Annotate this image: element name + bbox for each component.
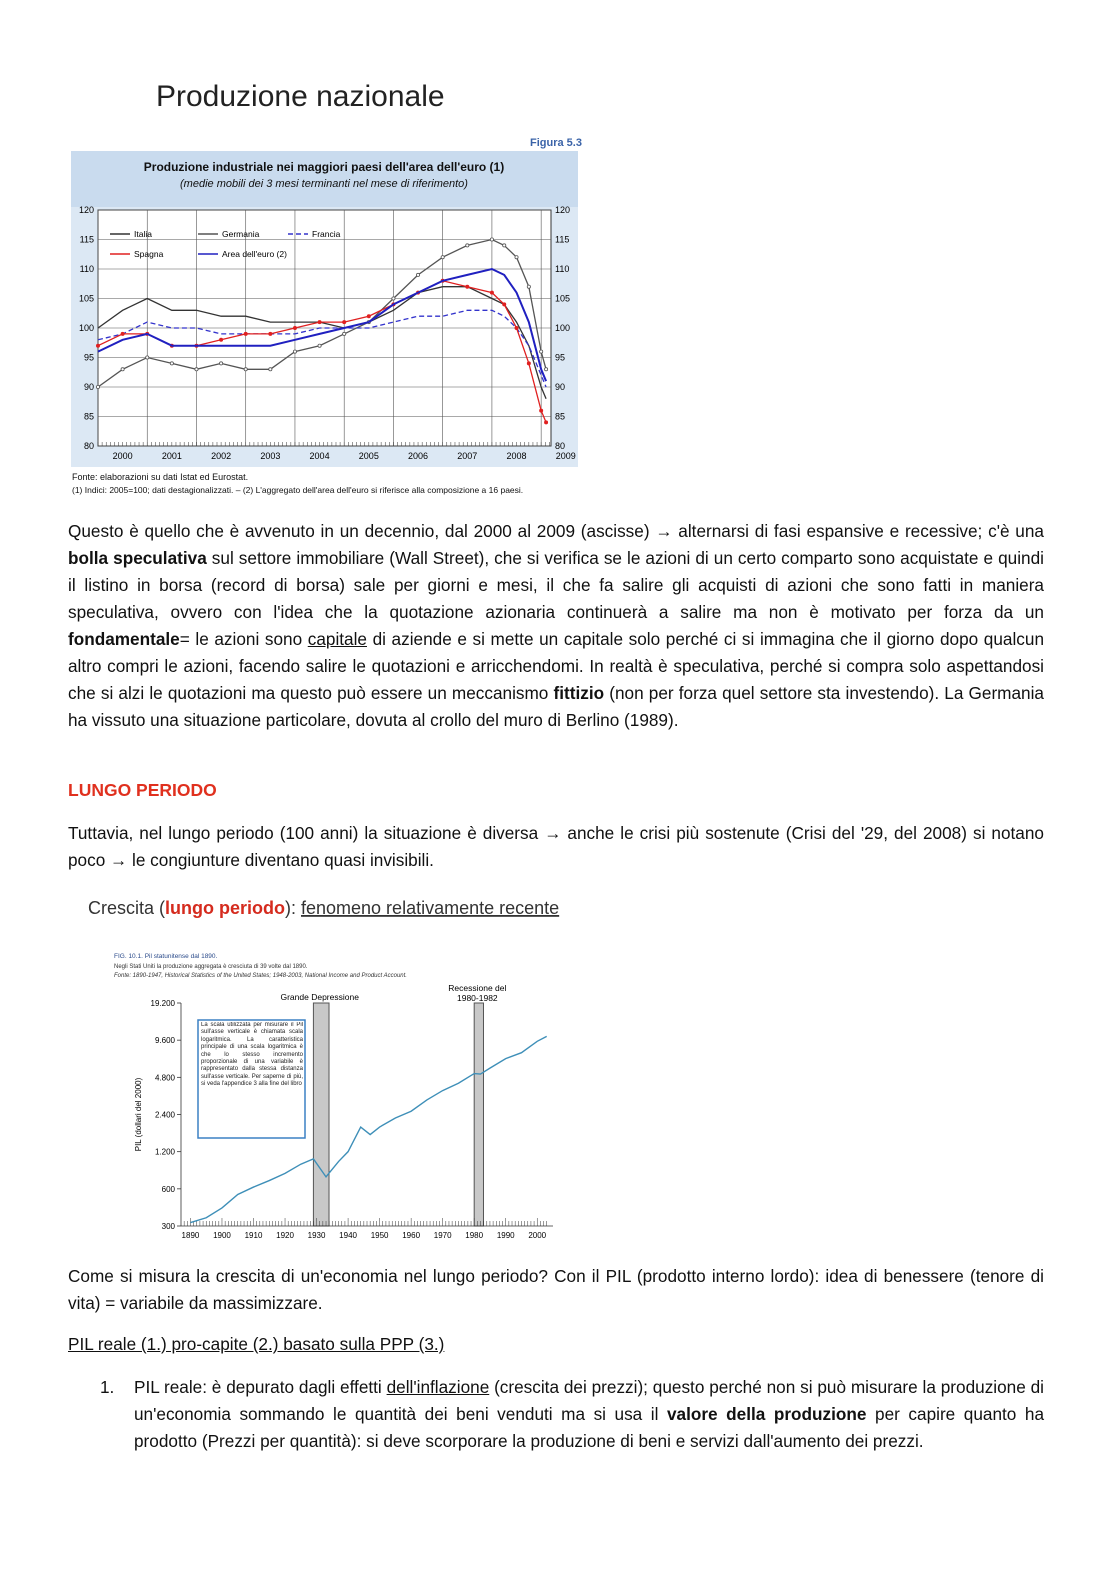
y-tick-label-left: 95 [83, 352, 94, 363]
y-axis-label: PIL (dollari del 2000) [134, 1077, 143, 1152]
legend-entry: Spagna [134, 249, 164, 259]
y-tick-label-right: 115 [555, 234, 570, 245]
x-tick-label: 2000 [112, 451, 133, 461]
x-tick-label: 1950 [370, 1231, 389, 1240]
underlined-term-capitale: capitale [307, 629, 367, 649]
y-tick-label: 2.400 [154, 1110, 175, 1120]
series-point-germania [490, 238, 493, 241]
series-point-germania [318, 344, 321, 347]
series-point-germania [343, 332, 346, 335]
paragraph-pil: Come si misura la crescita di un'economia nel lungo periodo? Con il PIL (prodotto interno lordo): idea di benessere (tenore di vita) = variabile da massimizzare. [68, 1266, 1044, 1313]
series-point-spagna [244, 332, 247, 335]
series-point-spagna [466, 285, 469, 288]
x-tick-label: 2004 [309, 451, 330, 461]
series-point-spagna [318, 321, 321, 324]
x-tick-label: 2001 [161, 451, 182, 461]
series-point-germania [441, 256, 444, 259]
list-number: 1. [100, 1377, 115, 1397]
paragraph-lungo-periodo: Tuttavia, nel lungo periodo (100 anni) la situazione è diversa → anche le crisi più sostenute (Crisi del '29, del 2008) si notano poco → le congiunture diventano quasi invisibili. [68, 823, 1044, 870]
y-tick-label: 9.600 [154, 1036, 175, 1046]
chart-title: Produzione industriale nei maggiori paesi dell'area dell'euro (1) [143, 160, 505, 174]
x-tick-label: 2008 [506, 451, 527, 461]
legend-entry: Area dell'euro (2) [222, 249, 287, 259]
y-tick-label-right: 95 [555, 352, 566, 363]
list-item-text [134, 1374, 1044, 1455]
x-tick-label: 1890 [181, 1231, 200, 1240]
y-tick-label: 4.800 [154, 1073, 175, 1083]
x-tick-label: 2000 [528, 1231, 547, 1240]
y-tick-label-right: 105 [555, 293, 571, 304]
series-point-germania [96, 385, 99, 388]
chart-footnote: (1) Indici: 2005=100; dati destagionalizzati. – (2) L'aggregato dell'area dell'euro si riferisce alla composizione a 16 paesi. [72, 485, 524, 495]
fig-sub1: Negli Stati Uniti la produzione aggregata è cresciuta di 39 volte dal 1890. [114, 964, 308, 970]
y-tick-label-right: 110 [555, 264, 570, 274]
annotation-grande-depressione: Grande Depressione [280, 992, 359, 1002]
y-tick-label-left: 105 [78, 293, 94, 304]
series-point-spagna [540, 409, 543, 412]
fig-caption: FIG. 10.1. Pil statunitense dal 1890. [114, 953, 218, 960]
y-tick-label: 19.200 [150, 999, 175, 1008]
series-point-spagna [503, 303, 506, 306]
subheading-pil-reale: PIL reale (1.) pro-capite (2.) basato sulla PPP (3.) [68, 1334, 445, 1354]
x-tick-label: 1900 [213, 1231, 231, 1240]
bold-term-fittizio: fittizio [553, 683, 605, 703]
series-point-germania [416, 273, 419, 276]
text-run: di aziende e si mette un capitale solo perché ci si immagina che il giorno dopo qualcun altro compri le azioni, facendo salire le quotazioni e arricchendomi. In realtà è speculativa, perché si compra solo aspettandosi che si alzi le quotazioni ma questo può essere un meccanismo [68, 629, 1044, 703]
series-point-germania [269, 368, 272, 371]
bold-term-valore: valore della produzione [666, 1404, 867, 1424]
series-point-spagna [96, 344, 99, 347]
legend-entry: Italia [134, 229, 152, 239]
section-heading: LUNGO PERIODO [68, 780, 217, 800]
y-tick-label-left: 85 [83, 411, 94, 422]
x-tick-label: 1940 [339, 1231, 357, 1240]
series-point-germania [527, 285, 530, 288]
y-tick-label-left: 80 [83, 441, 94, 451]
bold-term-bolla: bolla speculativa [68, 548, 207, 568]
series-point-spagna [367, 315, 370, 318]
series-point-germania [195, 368, 198, 371]
y-tick-label-right: 80 [555, 441, 566, 451]
paragraph-bolla-speculativa [68, 518, 1044, 734]
x-tick-label: 2009 [555, 451, 576, 461]
y-tick-label: 1.200 [154, 1147, 175, 1157]
y-tick-label-right: 90 [555, 382, 566, 392]
legend-entry: Germania [222, 229, 260, 239]
x-tick-label: 1990 [496, 1231, 515, 1240]
underlined-term-inflazione: dell'inflazione [386, 1377, 490, 1397]
legend-entry: Francia [312, 229, 341, 239]
series-point-germania [540, 350, 543, 353]
series-point-spagna [269, 332, 272, 335]
x-tick-label: 2002 [211, 451, 232, 461]
y-tick-label-right: 85 [555, 411, 566, 422]
text-run: per capire quanto ha prodotto (Prezzi per quantità): si deve scorporare la produzione di beni e servizi dall'aumento dei prezzi. [134, 1404, 1045, 1451]
series-point-germania [466, 244, 469, 247]
slide-title: Produzione nazionale [156, 80, 445, 113]
y-tick-label-right: 100 [555, 323, 571, 333]
chart-source: Fonte: elaborazioni su dati Istat ed Eurostat. [72, 472, 249, 482]
figure-industrial-production [68, 68, 583, 501]
series-point-germania [293, 350, 296, 353]
series-point-germania [170, 362, 173, 365]
series-point-germania [515, 256, 518, 259]
x-tick-label: 1980 [465, 1231, 484, 1240]
text-run: sul settore immobiliare (Wall Street), che si verifica se le azioni di un certo comparto sono acquistate e quindi il listino in borsa (record di borsa) sale per giorni e mesi, il che fa salire gli acquisti di azioni che sono fatti in maniera speculativa, ovvero con l'idea che la quotazione azionaria continuerà a salire ma non è motivato per forza da un [68, 548, 1044, 622]
shaded-recession-band [474, 1003, 483, 1226]
text-run: PIL reale: è depurato dagli effetti [134, 1377, 387, 1397]
annotation-recessione: Recessione del 1980-1982 [448, 983, 507, 1003]
series-point-spagna [219, 338, 222, 341]
series-point-germania [392, 297, 395, 300]
y-tick-label-left: 115 [79, 234, 94, 245]
figure-us-gdp [68, 888, 588, 1244]
x-tick-label: 1910 [244, 1231, 263, 1240]
text-run: Questo è quello che è avvenuto in un decennio, dal 2000 al 2009 (ascisse) → alternarsi di fasi espansive e recessive; c'è una [68, 521, 1044, 541]
series-point-germania [121, 368, 124, 371]
x-tick-label: 2005 [358, 451, 379, 461]
series-point-spagna [490, 291, 493, 294]
text-run: (crescita dei prezzi); questo perché non si può misurare la produzione di un'economia sommando le quantità dei beni venduti ma si usa il [134, 1377, 1044, 1424]
industrial-production-chart [68, 68, 583, 501]
x-tick-label: 2007 [457, 451, 478, 461]
y-tick-label-left: 120 [78, 205, 94, 215]
series-point-germania [219, 362, 222, 365]
y-tick-label: 600 [161, 1184, 175, 1194]
text-run: (non per forza quel settore sta investendo). La Germania ha vissuto una situazione particolare, dovuta al crollo del muro di Berlino (1989). [68, 683, 1044, 730]
series-point-spagna [527, 362, 530, 365]
series-point-germania [244, 368, 247, 371]
series-point-spagna [121, 332, 124, 335]
slide-title-2: Crescita (lungo periodo): fenomeno relativamente recente [88, 898, 560, 918]
shaded-recession-band [313, 1003, 329, 1226]
y-tick-label-left: 110 [79, 264, 94, 274]
y-tick-label-left: 100 [78, 323, 94, 333]
series-point-germania [544, 368, 547, 371]
series-point-germania [503, 244, 506, 247]
x-tick-label: 2003 [260, 451, 281, 461]
y-tick-label-right: 120 [555, 205, 571, 215]
series-point-spagna [544, 421, 547, 424]
bold-term-fondamentale: fondamentale [68, 629, 180, 649]
series-point-spagna [343, 321, 346, 324]
series-point-spagna [293, 326, 296, 329]
fig-sub2: Fonte: 1890-1947, Historical Statistics of the United States; 1948-2003, National Income and Product Account. [114, 973, 407, 979]
x-tick-label: 1930 [307, 1231, 326, 1240]
x-tick-label: 1920 [276, 1231, 294, 1240]
series-point-germania [146, 356, 149, 359]
x-tick-label: 1960 [402, 1231, 421, 1240]
x-tick-label: 1970 [433, 1231, 452, 1240]
y-tick-label-left: 90 [83, 382, 94, 392]
text-run: = le azioni sono [179, 629, 308, 649]
series-point-spagna [515, 326, 518, 329]
chart-subtitle: (medie mobili dei 3 mesi terminanti nel mese di riferimento) [180, 178, 468, 190]
log-scale-note: La scala utilizzata per misurare il Pil sull'asse verticale è chiamata scala logaritmica. La caratteristica principale di una scala logaritmica è che lo stesso incremento proporzionale di una variabile è rappresentato dalla stessa distanza sull'asse verticale. Per saperne di più, si veda l'appendice 3 alla fine del libro [201, 1022, 303, 1088]
us-gdp-chart [68, 888, 588, 1244]
figure-label: Figura 5.3 [530, 137, 582, 149]
x-tick-label: 2006 [408, 451, 429, 461]
list-item [68, 1374, 1044, 1455]
y-tick-label: 300 [161, 1222, 175, 1231]
